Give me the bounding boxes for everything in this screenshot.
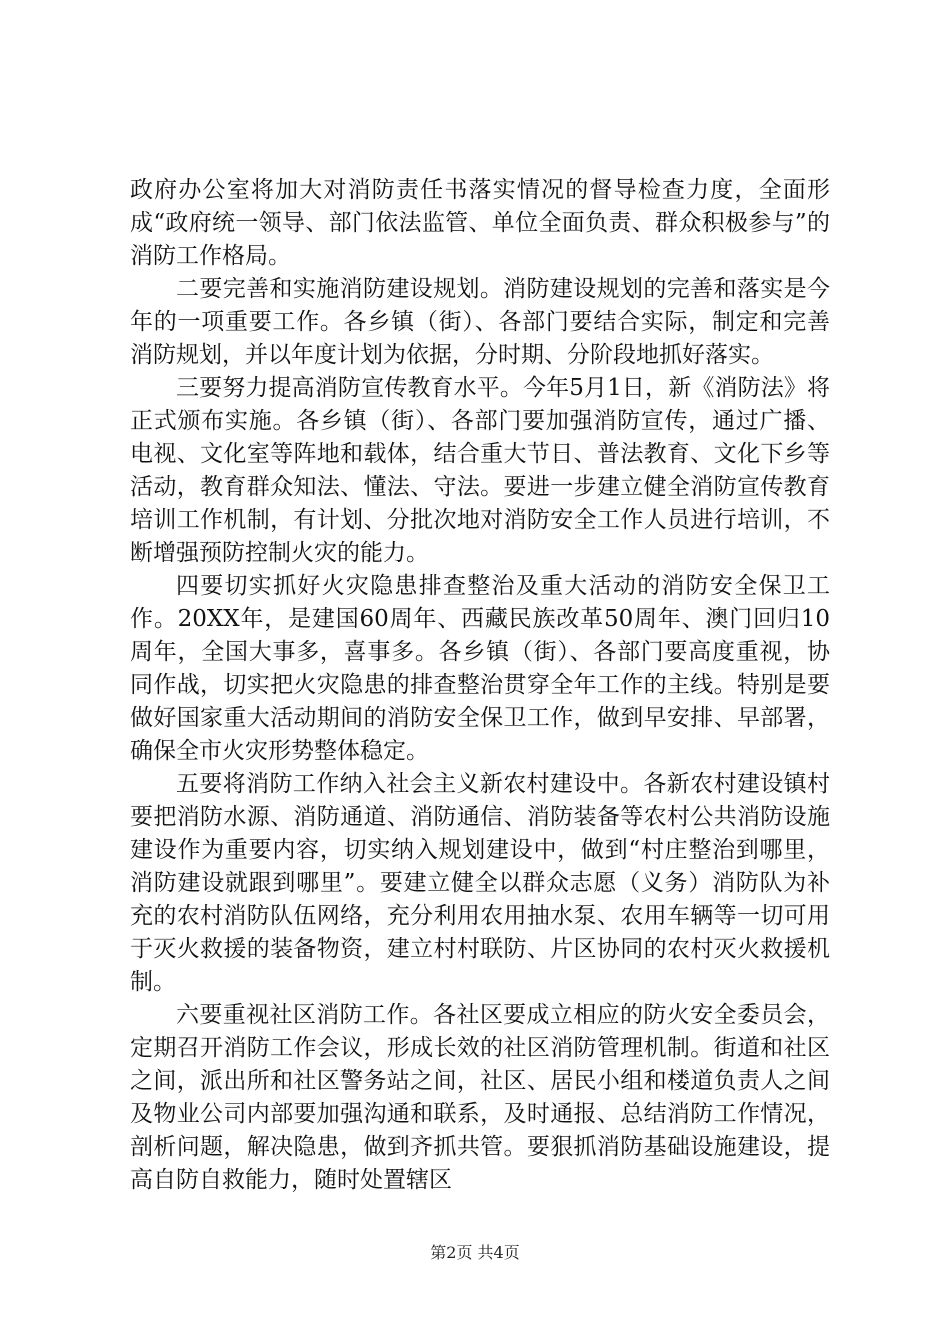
page-number-footer: 第2页 共4页 <box>430 1243 520 1262</box>
paragraph-planning: 二要完善和实施消防建设规划。消防建设规划的完善和落实是今年的一项重要工作。各乡镇（街）、各部门要结合实际，制定和完善消防规划，并以年度计划为依据，分时期、分阶段地抓好落实。 <box>130 276 830 368</box>
paragraph-continuation: 政府办公室将加大对消防责任书落实情况的督导检查力度，全面形成“政府统一领导、部门依法监管、单位全面负责、群众积极参与”的消防工作格局。 <box>130 177 830 269</box>
paragraph-community: 六要重视社区消防工作。各社区要成立相应的防火安全委员会，定期召开消防工作会议，形成长效的社区消防管理机制。街道和社区之间，派出所和社区警务站之间，社区、居民小组和楼道负责人之间及物业公司内部要加强沟通和联系，及时通报、总结消防工作情况，剖析问题，解决隐患，做到齐抓共管。要狠抓消防基础设施建设，提高自防自救能力，随时处置辖区 <box>130 1002 830 1193</box>
paragraph-publicity: 三要努力提高消防宣传教育水平。今年5月1日，新《消防法》将正式颁布实施。各乡镇（街）、各部门要加强消防宣传，通过广播、电视、文化室等阵地和载体，结合重大节日、普法教育、文化下乡等活动，教育群众知法、懂法、守法。要进一步建立健全消防宣传教育培训工作机制，有计划、分批次地对消防安全工作人员进行培训，不断增强预防控制火灾的能力。 <box>130 375 830 566</box>
document-body <box>130 174 830 1197</box>
paragraph-rural-construction: 五要将消防工作纳入社会主义新农村建设中。各新农村建设镇村要把消防水源、消防通道、消防通信、消防装备等农村公共消防设施建设作为重要内容，切实纳入规划建设中，做到“村庄整治到哪里，消防建设就跟到哪里”。要建立健全以群众志愿（义务）消防队为补充的农村消防队伍网络，充分利用农用抽水泵、农用车辆等一切可用于灭火救援的装备物资，建立村村联防、片区协同的农村灭火救援机制。 <box>130 771 830 995</box>
paragraph-hazard-inspection: 四要切实抓好火灾隐患排查整治及重大活动的消防安全保卫工作。20XX年，是建国60周年、西藏民族改革50周年、澳门回归10周年，全国大事多，喜事多。各乡镇（街）、各部门要高度重视，协同作战，切实把火灾隐患的排查整治贯穿全年工作的主线。特别是要做好国家重大活动期间的消防安全保卫工作，做到早安排、早部署，确保全市火灾形势整体稳定。 <box>130 573 830 764</box>
